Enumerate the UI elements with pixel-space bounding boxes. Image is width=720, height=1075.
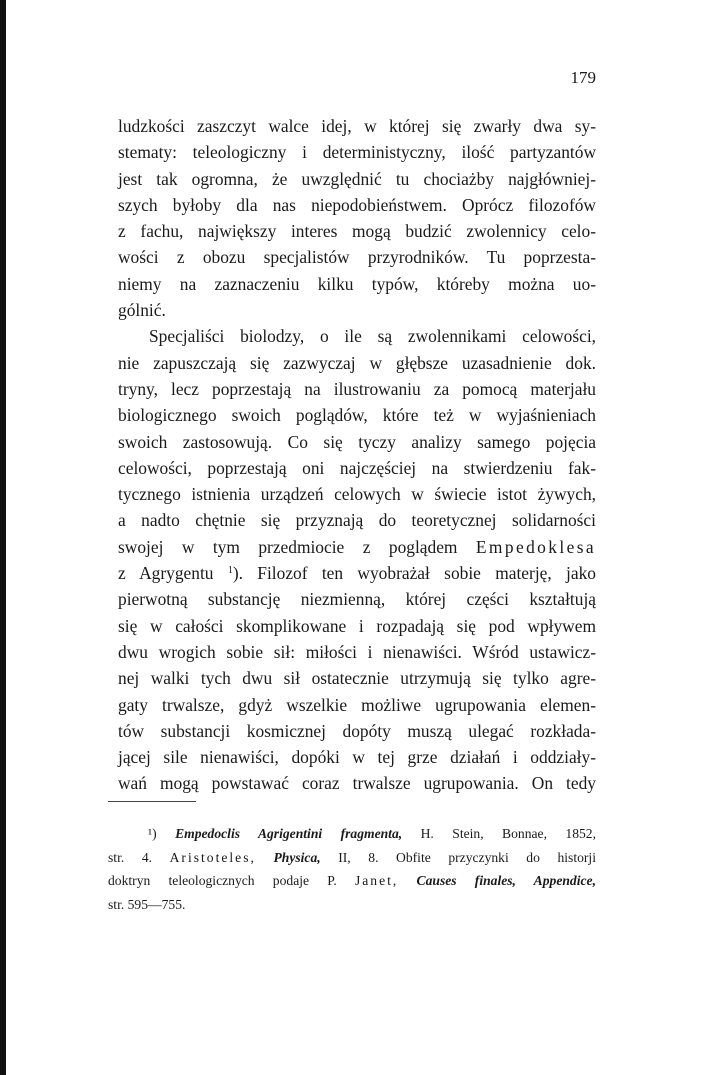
text-line: swoich zastosowują. Co się tyczy analizy samego pojęcia <box>118 431 596 452</box>
text-line: celowości, poprzestają oni najczęściej na stwierdzeniu fak- <box>118 457 596 478</box>
text-line: tycznego istnienia urządzeń celowych w świecie istot żywych, <box>118 484 596 505</box>
text-line: ludzkości zaszczyt walce idej, w której się zwarły dwa sy- <box>118 116 596 136</box>
text-line: jącej sile nienawiści, dopóki w tej grze działań i oddziały- <box>118 747 596 768</box>
footnote-block <box>108 822 596 916</box>
footnote-text: H. Stein, Bonnae, 1852, <box>420 826 597 841</box>
text-line: gólnić. <box>118 300 166 321</box>
footnote-divider <box>108 801 196 802</box>
footnote-title: Empedoclis Agrigentini fragmenta, <box>175 826 403 841</box>
text-line: z fachu, największy interes mogą budzić zwolennicy celo- <box>118 221 596 242</box>
text-line: pierwotną substancję niezmienną, której części kształtują <box>118 589 596 610</box>
spaced-name: Empedoklesa <box>475 536 596 557</box>
text-line: Specjaliści biolodzy, o ile są zwolennikami celowości, <box>149 326 596 347</box>
text-line: szych byłoby dla nas niepodobieństwem. Oprócz filozofów <box>118 194 596 215</box>
text-line: stematy: teleologiczny i deterministyczny, ilość partyzantów <box>118 142 596 163</box>
text-line: tów substancji kosmicznej dopóty muszą ulegać rozkłada- <box>118 720 596 741</box>
text-line <box>118 534 596 560</box>
text-line: biologicznego swoich poglądów, które też w wyjaśnieniach <box>118 405 596 426</box>
footnote-line <box>108 822 596 846</box>
footnote-line: str. 595—755. <box>108 896 186 912</box>
footnote-text: doktryn teleologicznych podaje P. <box>108 873 337 888</box>
footnote-author: Janet, <box>354 873 399 888</box>
text-line: nej walki tych dwu sił ostatecznie utrzymują się tylko agre- <box>118 668 596 689</box>
text-line: a nadto chętnie się przyznają do teoretycznej solidarności <box>118 510 596 531</box>
footnote-text: str. 4. <box>108 849 153 865</box>
text-run: ). Filozof ten wyobrażał sobie materję, jako <box>232 563 596 584</box>
footnote-title: Physica, <box>273 849 321 865</box>
body-text <box>118 113 596 797</box>
text-run: z Agrygentu <box>118 563 214 584</box>
text-line: nie zapuszczają się zazwyczaj w głębsze uzasadnienie dok. <box>118 352 596 373</box>
footnote-mark: ¹) <box>148 826 157 841</box>
text-line: niemy na zaznaczeniu kilku typów, któreby można uo- <box>118 273 596 294</box>
text-line: gaty trwalsze, gdyż wszelkie możliwe ugrupowania elemen- <box>118 694 596 715</box>
footnote-line <box>108 846 596 870</box>
page-number: 179 <box>570 68 596 87</box>
text-run: swojej w tym przedmiocie z poglądem <box>118 536 458 557</box>
footnote-line <box>108 869 596 893</box>
footnote-author: Aristoteles, <box>169 849 256 865</box>
text-line: jest tak ogromna, że uwzględnić tu chociażby najgłówniej- <box>118 168 596 189</box>
text-line: wań mogą powstawać coraz trwalsze ugrupowania. On tedy <box>118 773 596 794</box>
text-line: się w całości skomplikowane i rozpadają się pod wpływem <box>118 615 596 636</box>
text-line: wości z obozu specjalistów przyrodników. Tu poprzesta- <box>118 247 596 268</box>
footnote-ref[interactable]: 1 <box>227 565 233 577</box>
text-line <box>118 560 596 586</box>
text-line: dwu wrogich sobie sił: miłości i nienawiści. Wśród ustawicz- <box>118 641 596 662</box>
text-line: tryny, lecz poprzestają na ilustrowaniu za pomocą materjału <box>118 378 596 399</box>
footnote-title: Causes finales, Appendice, <box>416 873 596 888</box>
scan-edge <box>0 0 6 1075</box>
footnote-text: II, 8. Obfite przyczynki do historji <box>338 849 596 865</box>
